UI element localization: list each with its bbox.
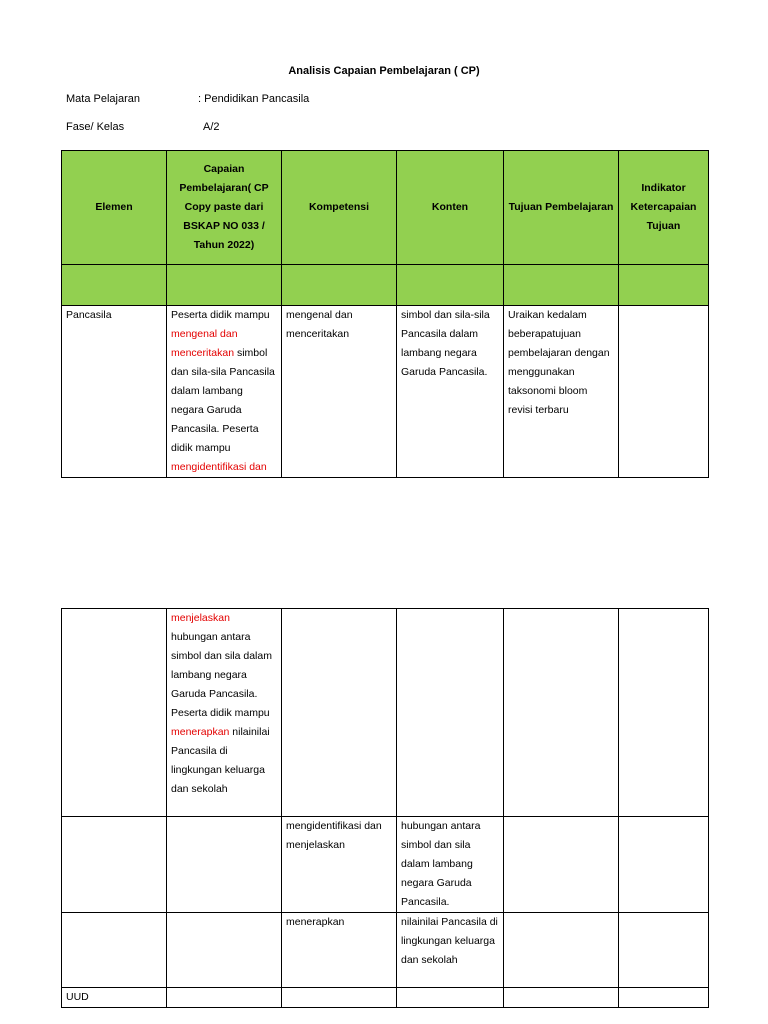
cell-cp — [167, 913, 282, 988]
table-row — [62, 913, 709, 988]
cell-elemen — [62, 913, 167, 988]
cell-cp — [167, 306, 282, 478]
table-cell — [167, 265, 282, 306]
cell-kompetensi — [282, 609, 397, 817]
header-tujuan: Tujuan Pembelajaran — [504, 151, 619, 265]
cell-cp — [167, 817, 282, 913]
table-cell — [504, 265, 619, 306]
cell-konten: simbol dan sila-sila Pancasila dalam lambang negara Garuda Pancasila. — [397, 306, 504, 478]
cp-highlight: menerapkan — [171, 726, 230, 738]
table-row — [62, 306, 709, 478]
header-indikator: Indikator Ketercapaian Tujuan — [619, 151, 709, 265]
cell-elemen — [62, 817, 167, 913]
phase-label: Fase/ Kelas — [66, 121, 125, 133]
cell-elemen: UUD — [62, 988, 167, 1008]
header-elemen: Elemen — [62, 151, 167, 265]
cell-tujuan — [504, 609, 619, 817]
cp-highlight: mengidentifikasi dan — [171, 461, 267, 473]
table-header-row — [62, 151, 709, 265]
cell-elemen — [62, 609, 167, 817]
table-row — [62, 817, 709, 913]
header-cp: Capaian Pembelajaran( CP Copy paste dari BSKAP NO 033 / Tahun 2022) — [167, 151, 282, 265]
cell-indikator — [619, 306, 709, 478]
green-spacer-row — [62, 265, 709, 306]
subject-label: Mata Pelajaran — [66, 93, 140, 105]
cell-kompetensi: mengidentifikasi dan menjelaskan — [282, 817, 397, 913]
cell-kompetensi — [282, 988, 397, 1008]
table-row — [62, 988, 709, 1008]
cp-highlight: menjelaskan — [171, 612, 230, 624]
cell-tujuan: Uraikan kedalam beberapatujuan pembelajaran dengan menggunakan taksonomi bloom revisi terbaru — [504, 306, 619, 478]
table-cell — [619, 265, 709, 306]
cell-konten — [397, 609, 504, 817]
cp-text: simbol dan sila-sila Pancasila dalam lambang negara Garuda Pancasila. Peserta didik mampu — [171, 347, 275, 454]
cell-indikator — [619, 913, 709, 988]
cell-konten: nilainilai Pancasila di lingkungan keluarga dan sekolah — [397, 913, 504, 988]
cp-analysis-table-page-1 — [61, 150, 709, 478]
cell-indikator — [619, 817, 709, 913]
cell-kompetensi: mengenal dan menceritakan — [282, 306, 397, 478]
cell-konten — [397, 988, 504, 1008]
document-title: Analisis Capaian Pembelajaran ( CP) — [288, 65, 480, 77]
cell-tujuan — [504, 913, 619, 988]
cp-text: nilainilai Pancasila di lingkungan keluarga dan sekolah — [171, 726, 270, 795]
cell-kompetensi: menerapkan — [282, 913, 397, 988]
header-kompetensi: Kompetensi — [282, 151, 397, 265]
cell-konten: hubungan antara simbol dan sila dalam lambang negara Garuda Pancasila. — [397, 817, 504, 913]
cell-cp — [167, 609, 282, 817]
cell-tujuan — [504, 988, 619, 1008]
phase-value: A/2 — [203, 121, 220, 133]
cp-analysis-table-page-2 — [61, 608, 709, 1008]
cell-cp — [167, 988, 282, 1008]
cp-highlight: mengenal dan menceritakan — [171, 328, 238, 359]
table-cell — [62, 265, 167, 306]
cell-indikator — [619, 988, 709, 1008]
cp-text: Peserta didik mampu — [171, 309, 270, 321]
subject-value: : Pendidikan Pancasila — [198, 93, 310, 105]
table-cell — [282, 265, 397, 306]
table-cell — [397, 265, 504, 306]
cell-indikator — [619, 609, 709, 817]
cp-text: hubungan antara simbol dan sila dalam lambang negara Garuda Pancasila. Peserta didik mampu — [171, 631, 272, 719]
cell-tujuan — [504, 817, 619, 913]
header-konten: Konten — [397, 151, 504, 265]
cell-elemen: Pancasila — [62, 306, 167, 478]
table-row — [62, 609, 709, 817]
